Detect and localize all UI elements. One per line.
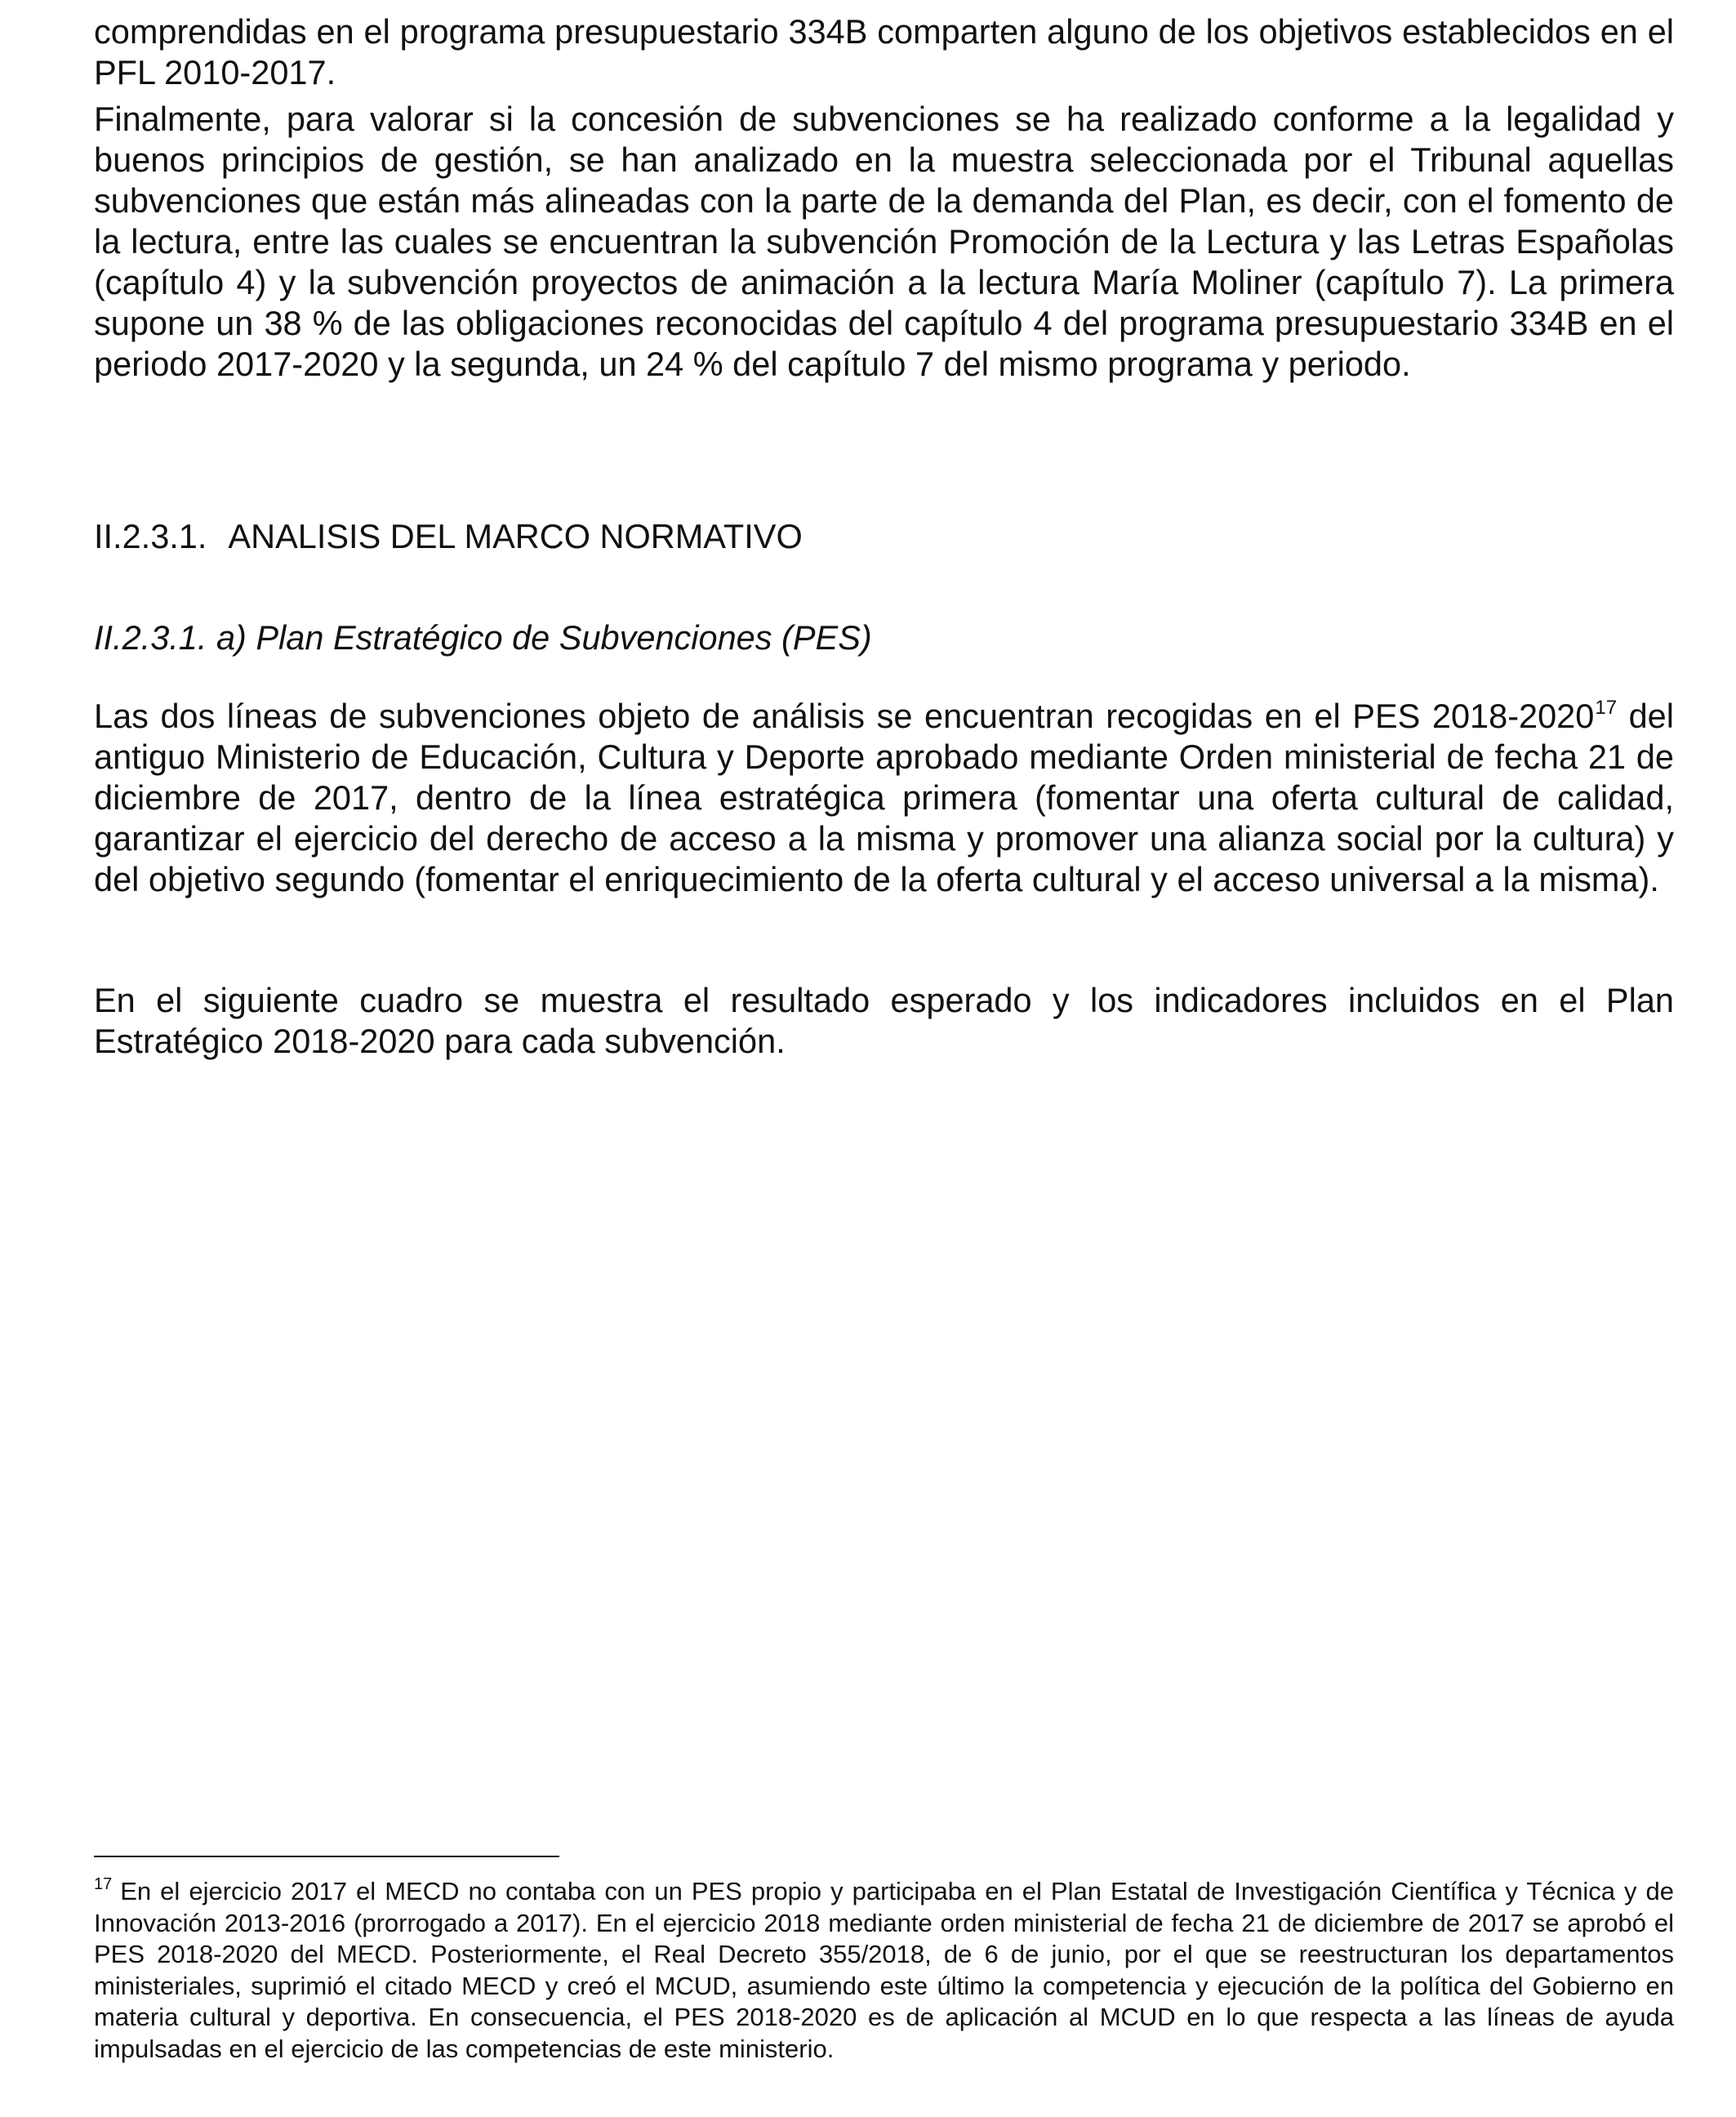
footnote bbox=[94, 1876, 1674, 2065]
paragraph-continuation: comprendidas en el programa presupuestario 334B comparten alguno de los objetivos establecidos en el PFL 2010-2017. bbox=[94, 12, 1674, 91]
paragraph-pes-lines bbox=[94, 696, 1674, 900]
footnote-text: En el ejercicio 2017 el MECD no contaba con un PES propio y participaba en el Plan Estatal de Investigación Científica y Técnica y de Innovación 2013-2016 (prorrogado a 2017). En el ejercicio 2018 mediante orden ministerial de fecha 21 de diciembre de 2017 se aprobó el PES 2018-2020 del MECD. Posteriormente, el Real Decreto 355/2018, de 6 de junio, por el que se reestructuran los departamentos ministeriales, suprimió el citado MECD y creó el MCUD, asumiendo este último la competencia y ejecución de la política del Gobierno en materia cultural y deportiva. En consecuencia, el PES 2018-2020 es de aplicación al MCUD en lo que respecta a las líneas de ayuda impulsadas en el ejercicio de las competencias de este ministerio. bbox=[94, 1877, 1674, 2063]
section-heading-title: ANALISIS DEL MARCO NORMATIVO bbox=[228, 517, 803, 555]
paragraph-sample-analysis: Finalmente, para valorar si la concesión de subvenciones se ha realizado conforme a la legalidad y buenos principios de gestión, se han analizado en la muestra seleccionada por el Tribunal aquellas subvenciones que están más alineadas con la parte de la demanda del Plan, es decir, con el fomento de la lectura, entre las cuales se encuentran la subvención Promoción de la Lectura y las Letras Españolas (capítulo 4) y la subvención proyectos de animación a la lectura María Moliner (capítulo 7). La primera supone un 38 % de las obligaciones reconocidas del capítulo 4 del programa presupuestario 334B en el periodo 2017-2020 y la segunda, un 24 % del capítulo 7 del mismo programa y periodo. bbox=[94, 100, 1674, 383]
paragraph-pes-lines-text-start: Las dos líneas de subvenciones objeto de análisis se encuentran recogidas en el PES 2018-2020 bbox=[94, 697, 1595, 735]
section-heading bbox=[94, 516, 803, 557]
document-page bbox=[94, 0, 1674, 2117]
subsection-heading: II.2.3.1. a) Plan Estratégico de Subvenciones (PES) bbox=[94, 618, 872, 657]
section-heading-number: II.2.3.1. bbox=[94, 517, 207, 555]
footnote-number: 17 bbox=[94, 1875, 113, 1893]
paragraph-table-intro: En el siguiente cuadro se muestra el resultado esperado y los indicadores incluidos en el Plan Estratégico 2018-2020 para cada subvención. bbox=[94, 981, 1674, 1060]
paragraph-pes-lines-text-end: del antiguo Ministerio de Educación, Cultura y Deporte aprobado mediante Orden ministerial de fecha 21 de diciembre de 2017, dentro de la línea estratégica primera (fomentar una oferta cultural de calidad, garantizar el ejercicio del derecho de acceso a la misma y promover una alianza social por la cultura) y del objetivo segundo (fomentar el enriquecimiento de la oferta cultural y el acceso universal a la misma). bbox=[94, 697, 1674, 898]
footnote-separator bbox=[94, 1856, 559, 1857]
footnote-reference[interactable]: 17 bbox=[1595, 697, 1618, 719]
